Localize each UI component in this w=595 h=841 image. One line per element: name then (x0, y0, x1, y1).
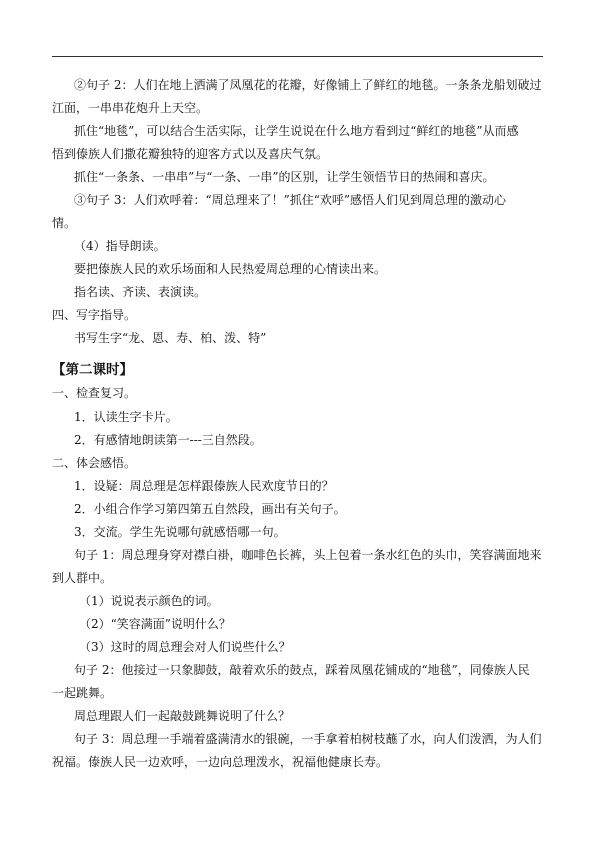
paragraph-line: 四、写字指导。 (52, 308, 137, 322)
paragraph-line: 要把傣族人民的欢乐场面和人民热爱周总理的心情读出来。 (74, 262, 387, 276)
paragraph-line: 周总理跟人们一起敲鼓跳舞说明了什么？ (74, 709, 291, 723)
paragraph-line: 3．交流。学生先说哪句就感悟哪一句。 (74, 525, 286, 539)
paragraph-line: 句子 2：他接过一只象脚鼓，敲着欢乐的鼓点，踩着凤凰花铺成的“地毯”，同傣族人民 (74, 663, 530, 677)
paragraph-line: 抓住“地毯”，可以结合生活实际，让学生说说在什么地方看到过“鲜红的地毯”从而感 (74, 124, 519, 138)
paragraph-line: 到人群中。 (52, 571, 113, 585)
paragraph-line: ②句子 2：人们在地上洒满了凤凰花的花瓣，好像铺上了鲜红的地毯。一条条龙船划破过 (74, 78, 542, 92)
paragraph-line: 句子 3：周总理一手端着盛满清水的银碗，一手拿着柏树枝蘸了水，向人们泼洒，为人们 (74, 732, 542, 746)
paragraph-line: （1）说说表示颜色的词。 (79, 594, 219, 608)
paragraph-line: 2．有感情地朗读第一---三自然段。 (74, 433, 262, 447)
section-heading: 【第二课时】 (52, 362, 133, 378)
paragraph-line: 1．设疑：周总理是怎样跟傣族人民欢度节日的？ (74, 479, 334, 493)
paragraph-line: 祝福。傣族人民一边欢呼，一边向总理泼水，祝福他健康长寿。 (52, 755, 389, 769)
paragraph-line: 一、检查复习。 (52, 386, 137, 400)
paragraph-line: 抓住“一条条、一串串”与“一条、一串”的区别，让学生领悟节日的热闹和喜庆。 (74, 170, 495, 184)
paragraph-line: 一起跳舞。 (52, 686, 113, 700)
paragraph-line: 书写生字“龙、恩、寿、柏、泼、特” (74, 331, 267, 345)
paragraph-line: 指名读、齐读、表演读。 (74, 285, 207, 299)
paragraph-line: 1．认读生字卡片。 (74, 410, 178, 424)
paragraph-line: （2）“笑容满面”说明什么？ (79, 617, 231, 631)
paragraph-line: ③句子 3：人们欢呼着：“周总理来了！”抓住“欢呼”感悟人们见到周总理的激动心 (74, 193, 506, 207)
paragraph-line: 悟到傣族人们撒花瓣独特的迎客方式以及喜庆气氛。 (52, 147, 329, 161)
header-rule (52, 56, 543, 57)
paragraph-line: 2．小组合作学习第四第五自然段，画出有关句子。 (74, 502, 346, 516)
paragraph-line: （4）指导朗读。 (74, 239, 166, 253)
paragraph-line: （3）这时的周总理会对人们说些什么？ (79, 640, 291, 654)
paragraph-line: 二、体会感悟。 (52, 456, 137, 470)
paragraph-line: 江面，一串串花炮升上天空。 (52, 101, 209, 115)
paragraph-line: 句子 1：周总理身穿对襟白褂，咖啡色长裤，头上包着一条水红色的头巾，笑容满面地来 (74, 548, 542, 562)
paragraph-line: 情。 (52, 216, 77, 230)
